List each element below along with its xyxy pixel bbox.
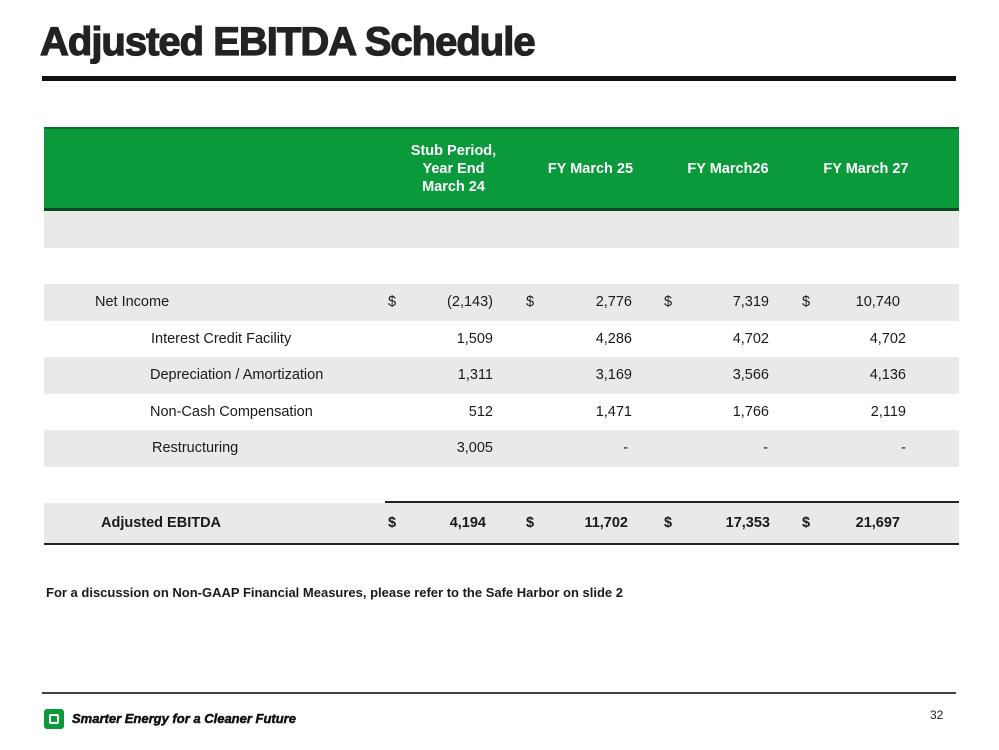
cell-value: - bbox=[763, 440, 768, 457]
column-header-line: March 24 bbox=[422, 178, 485, 195]
cell-value: 4,702 bbox=[732, 330, 769, 347]
cell-value: 1,509 bbox=[456, 330, 493, 347]
cell-value: 4,194 bbox=[449, 515, 486, 531]
dollar-sign: $ bbox=[526, 515, 535, 531]
table-row-non-cash-compensation bbox=[44, 394, 959, 431]
spacer-row bbox=[44, 467, 959, 504]
table-header bbox=[44, 127, 959, 211]
spacer-row bbox=[44, 248, 959, 285]
row-label: Interest Credit Facility bbox=[151, 330, 292, 347]
column-header-line: Stub Period, bbox=[410, 142, 497, 159]
row-label: Depreciation / Amortization bbox=[150, 367, 324, 384]
cell-value: 17,353 bbox=[725, 515, 770, 531]
cell-value: 1,471 bbox=[595, 403, 632, 420]
cell-value: 3,169 bbox=[595, 367, 632, 384]
dollar-sign: $ bbox=[664, 515, 673, 531]
cell-value: (2,143) bbox=[447, 294, 493, 311]
column-header-stub-period bbox=[385, 129, 522, 208]
cell-value: 4,136 bbox=[869, 367, 906, 384]
column-header-line: FY March 27 bbox=[823, 160, 909, 177]
column-header-fy25 bbox=[522, 129, 659, 208]
spacer-row bbox=[44, 211, 959, 248]
dollar-sign: $ bbox=[664, 294, 673, 311]
footer-rule bbox=[42, 692, 956, 694]
cell-value: 4,702 bbox=[869, 330, 906, 347]
ebitda-table bbox=[44, 127, 959, 545]
dollar-sign: $ bbox=[526, 294, 535, 311]
table-row-interest bbox=[44, 321, 959, 358]
cell-value: 1,311 bbox=[457, 367, 493, 384]
footnote: For a discussion on Non-GAAP Financial Measures, please refer to the Safe Harbor on slide 2 bbox=[46, 585, 623, 600]
column-header-line: FY March26 bbox=[687, 160, 769, 177]
dollar-sign: $ bbox=[802, 515, 811, 531]
company-logo-icon bbox=[44, 709, 64, 729]
cell-value: - bbox=[623, 440, 628, 457]
column-header-fy27 bbox=[797, 129, 935, 208]
row-label: Adjusted EBITDA bbox=[101, 515, 222, 531]
table-row-adjusted-ebitda bbox=[44, 503, 959, 545]
cell-value: 1,766 bbox=[732, 403, 769, 420]
cell-value: 11,702 bbox=[584, 515, 628, 531]
cell-value: 4,286 bbox=[595, 330, 632, 347]
row-label: Restructuring bbox=[152, 440, 239, 457]
footer-tagline: Smarter Energy for a Cleaner Future bbox=[72, 711, 296, 726]
table-row-net-income bbox=[44, 284, 959, 321]
cell-value: 7,319 bbox=[732, 294, 769, 311]
page-number: 32 bbox=[930, 708, 944, 722]
dollar-sign: $ bbox=[388, 515, 397, 531]
column-header-line: FY March 25 bbox=[547, 160, 634, 177]
cell-value: 2,776 bbox=[595, 294, 632, 311]
column-header-line: Year End bbox=[422, 160, 485, 177]
title-underline bbox=[42, 76, 956, 81]
cell-value: 3,005 bbox=[456, 440, 493, 457]
cell-value: 21,697 bbox=[855, 515, 900, 531]
cell-value: 3,566 bbox=[732, 367, 769, 384]
cell-value: 10,740 bbox=[855, 294, 900, 311]
cell-value: 512 bbox=[468, 403, 493, 420]
row-label: Non-Cash Compensation bbox=[150, 403, 313, 420]
page-title: Adjusted EBITDA Schedule bbox=[40, 20, 535, 64]
column-header-fy26 bbox=[659, 129, 797, 208]
row-label: Net Income bbox=[95, 294, 170, 311]
dollar-sign: $ bbox=[388, 294, 397, 311]
table-row-restructuring bbox=[44, 430, 959, 467]
cell-value: - bbox=[901, 440, 906, 457]
table-row-depreciation bbox=[44, 357, 959, 394]
cell-value: 2,119 bbox=[870, 403, 906, 420]
dollar-sign: $ bbox=[802, 294, 811, 311]
